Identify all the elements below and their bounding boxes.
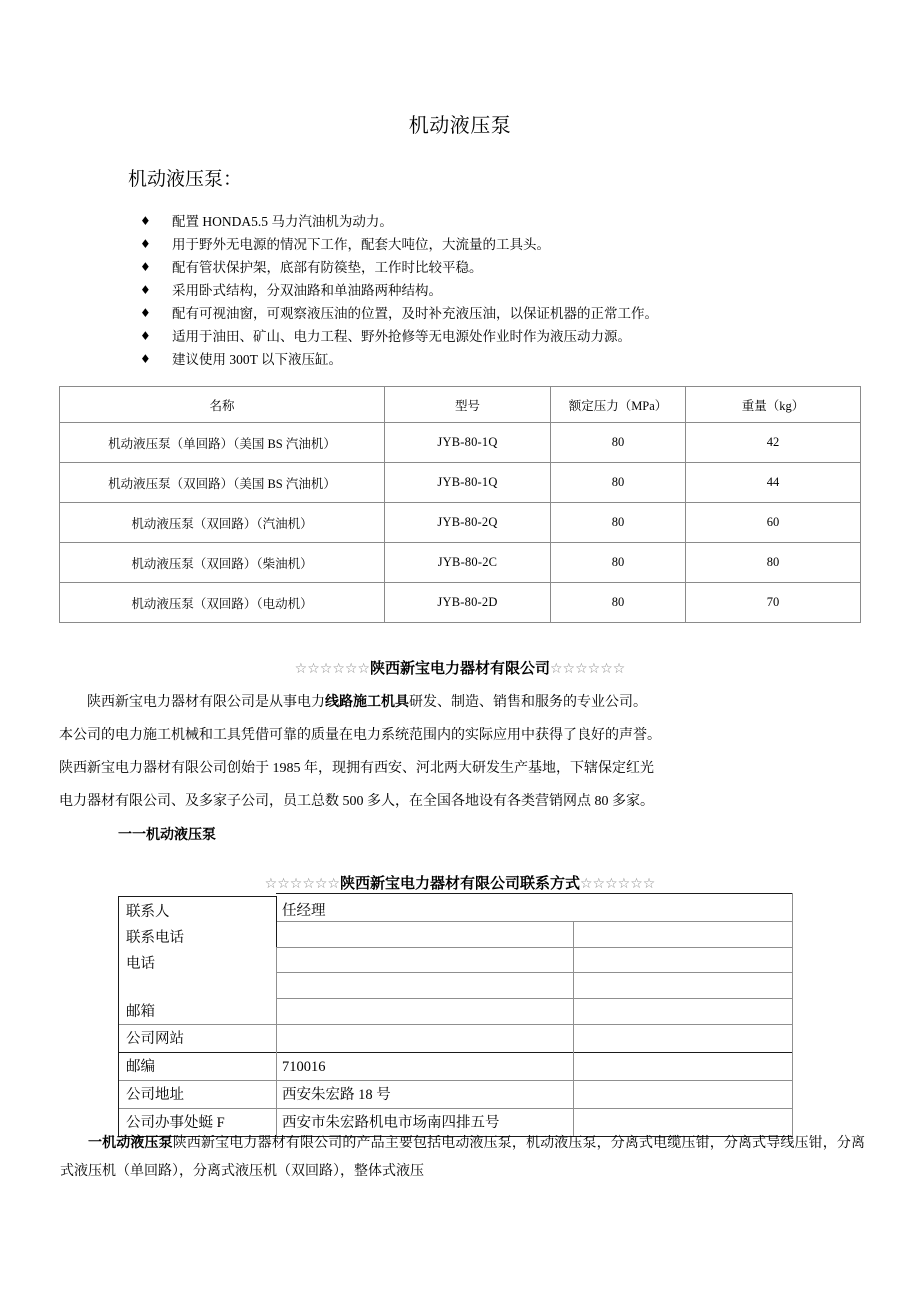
cell-weight: 70 xyxy=(686,583,861,623)
description-paragraph-2: 本公司的电力施工机械和工具凭借可靠的质量在电力系统范围内的实际应用中获得了良好的声誉。 xyxy=(59,728,661,743)
cell-pressure: 80 xyxy=(551,423,686,463)
cell-model: JYB-80-1Q xyxy=(385,423,551,463)
table-row xyxy=(60,543,861,583)
cell-pressure: 80 xyxy=(551,543,686,583)
diamond-bullet-icon: ♦ xyxy=(140,352,151,366)
diamond-bullet-icon: ♦ xyxy=(140,329,151,343)
list-item-text: 配有可视油窗，可观察液压油的位置，及时补充液压油，以保证机器的正常工作。 xyxy=(172,306,658,321)
table-rule xyxy=(276,947,793,948)
cell-name: 机动液压泵（双回路）（汽油机） xyxy=(60,503,385,543)
contact-label-office: 公司办事处蜓 F xyxy=(126,1115,225,1131)
list-item-text: 配置 HONDA5.5 马力汽油机为动力。 xyxy=(172,214,393,229)
list-item-text: 采用卧式结构，分双油路和单油路两种结构。 xyxy=(172,283,442,298)
table-rule xyxy=(276,998,793,999)
cell-weight: 42 xyxy=(686,423,861,463)
table-rule xyxy=(276,972,793,973)
column-header-name: 名称 xyxy=(60,387,385,423)
company-name: 陕西新宝电力器材有限公司 xyxy=(369,660,550,677)
description-paragraph-3: 陕西新宝电力器材有限公司创始于 1985 年，现拥有西安、河北两大研发生产基地，下辖保定红光 xyxy=(59,761,654,776)
table-rule xyxy=(276,947,277,1136)
list-item-text: 用于野外无电源的情况下工作，配套大吨位，大流量的工具头。 xyxy=(172,237,550,252)
contact-label-postcode: 邮编 xyxy=(126,1059,155,1075)
contact-banner xyxy=(0,872,920,895)
stars-right-icon: ☆☆☆☆☆☆ xyxy=(550,660,626,676)
stars-left-icon: ☆☆☆☆☆☆ xyxy=(264,875,340,891)
cell-name: 机动液压泵（双回路）（电动机） xyxy=(60,583,385,623)
specification-table xyxy=(59,386,861,623)
cell-weight: 80 xyxy=(686,543,861,583)
column-header-model: 型号 xyxy=(385,387,551,423)
list-item-text: 适用于油田、矿山、电力工程、野外抢修等无电源处作业时作为液压动力源。 xyxy=(172,329,631,344)
contact-label-address: 公司地址 xyxy=(126,1087,184,1103)
cell-model: JYB-80-2D xyxy=(385,583,551,623)
stars-left-icon: ☆☆☆☆☆☆ xyxy=(294,660,370,676)
column-header-pressure: 额定压力（MPa） xyxy=(551,387,686,423)
cell-pressure: 80 xyxy=(551,463,686,503)
table-row xyxy=(60,423,861,463)
contact-label-email: 邮箱 xyxy=(126,1004,155,1020)
company-description xyxy=(59,686,861,818)
table-rule xyxy=(276,893,793,894)
tail-line-1: 陕西新宝电力器材有限公司的产品主要包括电动液压泵，机动液压泵，分离式电 xyxy=(172,1136,668,1151)
cell-pressure: 80 xyxy=(551,583,686,623)
table-row xyxy=(60,583,861,623)
table-rule xyxy=(573,921,574,1136)
table-rule xyxy=(118,896,276,897)
list-item xyxy=(140,325,840,348)
contact-banner-title: 陕西新宝电力器材有限公司联系方式 xyxy=(339,875,580,892)
table-row xyxy=(60,503,861,543)
cell-model: JYB-80-2Q xyxy=(385,503,551,543)
list-item-text: 建议使用 300T 以下液压缸。 xyxy=(172,352,343,367)
list-item xyxy=(140,279,840,302)
cell-pressure: 80 xyxy=(551,503,686,543)
description-paragraph-1 xyxy=(59,686,861,719)
diamond-bullet-icon: ♦ xyxy=(140,214,151,228)
table-row xyxy=(60,463,861,503)
stars-right-icon: ☆☆☆☆☆☆ xyxy=(580,875,656,891)
cell-weight: 44 xyxy=(686,463,861,503)
contact-label-website: 公司网站 xyxy=(126,1031,184,1047)
cell-model: JYB-80-1Q xyxy=(385,463,551,503)
table-rule xyxy=(118,1108,793,1109)
contact-value-person[interactable]: 任经理 xyxy=(282,903,326,919)
diamond-bullet-icon: ♦ xyxy=(140,283,151,297)
contact-value-address[interactable]: 西安朱宏路 18 号 xyxy=(282,1087,391,1103)
cell-name: 机动液压泵（双回路）（柴油机） xyxy=(60,543,385,583)
tail-lead: 一机动液压泵 xyxy=(88,1134,173,1150)
table-rule xyxy=(276,896,277,947)
diamond-bullet-icon: ♦ xyxy=(140,237,151,251)
tail-paragraph xyxy=(60,1128,865,1186)
contact-value-office[interactable]: 西安市朱宏路机电市场南四排五号 xyxy=(282,1115,500,1131)
section-heading: 机动液压泵： xyxy=(128,169,243,190)
diamond-bullet-icon: ♦ xyxy=(140,260,151,274)
description-paragraph-4: 电力器材有限公司、及多家子公司，员工总数 500 多人，在全国各地设有各类营销网点 80 多家。 xyxy=(59,794,654,809)
company-banner xyxy=(0,657,920,680)
list-item xyxy=(140,256,840,279)
desc-p1-a: 陕西新宝电力器材有限公司是从事电力 xyxy=(87,695,325,710)
cell-name: 机动液压泵（双回路）（美国 BS 汽油机） xyxy=(60,463,385,503)
cell-weight: 60 xyxy=(686,503,861,543)
table-header-row xyxy=(60,387,861,423)
desc-p1-emphasis: 线路施工机具 xyxy=(325,695,409,710)
product-subnote: 一一机动液压泵 xyxy=(118,826,216,842)
table-rule xyxy=(118,896,119,1136)
table-rule xyxy=(118,1052,793,1053)
list-item-text: 配有管状保护架，底部有防篌垫，工作时比较平稳。 xyxy=(172,260,483,275)
contact-label-phone2: 电话 xyxy=(126,956,155,972)
table-rule xyxy=(118,1024,793,1025)
contact-label-phone1: 联系电话 xyxy=(126,930,184,946)
contact-label-person: 联系人 xyxy=(126,904,170,920)
contact-value-postcode[interactable]: 710016 xyxy=(282,1059,326,1075)
diamond-bullet-icon: ♦ xyxy=(140,306,151,320)
page-title: 机动液压泵 xyxy=(408,115,512,137)
contact-table xyxy=(118,896,793,1131)
list-item xyxy=(140,233,840,256)
table-rule xyxy=(276,921,793,922)
table-rule xyxy=(792,893,793,1136)
list-item xyxy=(140,210,840,233)
cell-model: JYB-80-2C xyxy=(385,543,551,583)
tail-line-2: 缆压钳，分离式导线压钳，分离式液压机（单回路），分离式液压机（双回路），整体式液压 xyxy=(60,1136,866,1179)
list-item xyxy=(140,348,840,371)
cell-name: 机动液压泵（单回路）（美国 BS 汽油机） xyxy=(60,423,385,463)
column-header-weight: 重量（kg） xyxy=(686,387,861,423)
list-item xyxy=(140,302,840,325)
tail-line xyxy=(60,1128,865,1186)
desc-p1-c: 研发、制造、销售和服务的专业公司。 xyxy=(409,695,647,710)
table-rule xyxy=(118,1080,793,1081)
feature-list xyxy=(140,210,840,371)
